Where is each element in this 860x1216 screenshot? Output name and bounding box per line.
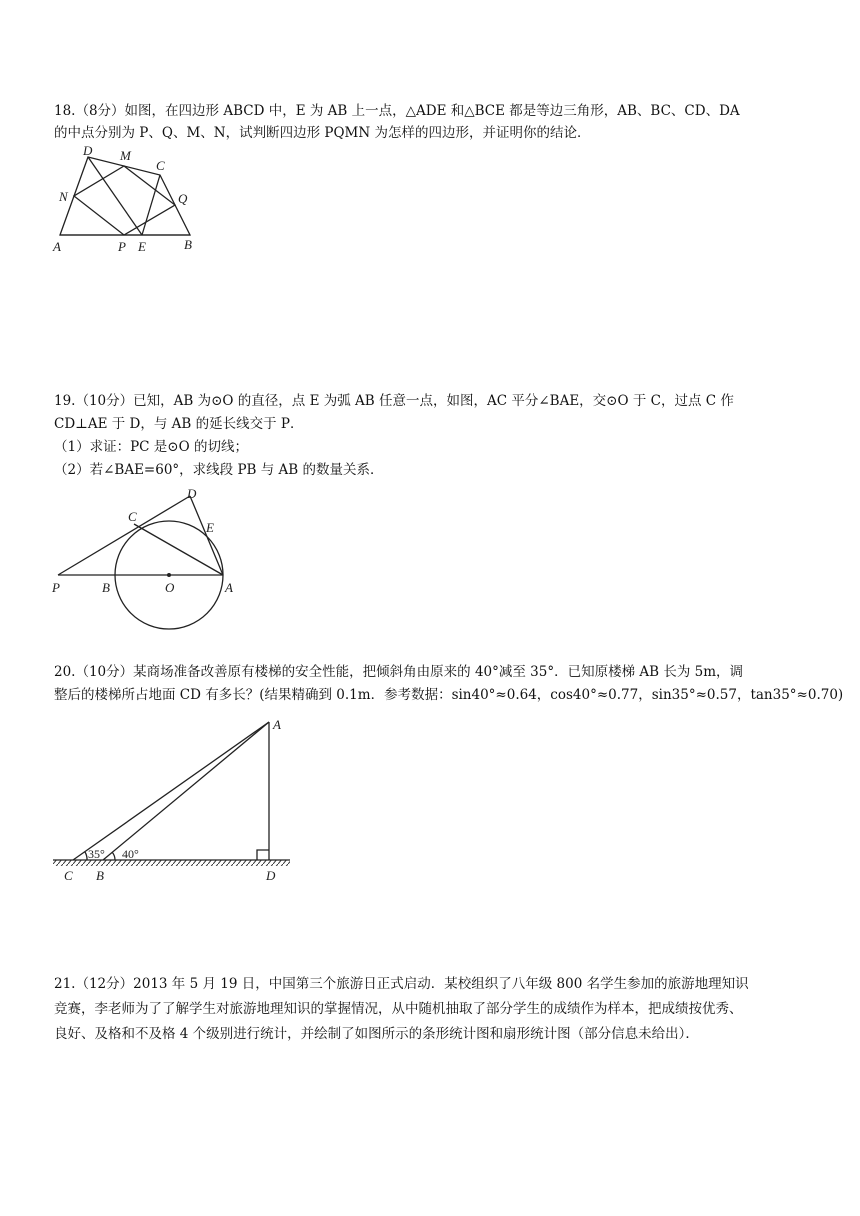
label-d: D bbox=[266, 868, 276, 883]
angle-label-40: 40° bbox=[122, 847, 139, 861]
line-da bbox=[190, 496, 223, 575]
q21-text-line2: 竞赛，李老师为了了解学生对旅游地理知识的掌握情况，从中随机抽取了部分学生的成绩作为样本，把成绩按优秀、 bbox=[54, 1001, 743, 1017]
segment-ce bbox=[142, 175, 160, 235]
angle-label-35: 35° bbox=[88, 847, 105, 861]
label-m: M bbox=[120, 148, 131, 163]
label-d: D bbox=[187, 486, 197, 501]
q19-circle-figure bbox=[48, 484, 248, 634]
label-q: Q bbox=[178, 191, 188, 206]
q19-text-line3: （1）求证：PC 是⊙O 的切线； bbox=[54, 439, 248, 455]
q18-text-line1: 18.（8分）如图，在四边形 ABCD 中，E 为 AB 上一点，△ADE 和△BCE 都是等边三角形，AB、BC、CD、DA bbox=[54, 103, 740, 119]
label-a: A bbox=[273, 717, 281, 732]
label-c: C bbox=[64, 868, 73, 883]
angle-arc-40 bbox=[112, 852, 115, 860]
label-b: B bbox=[184, 237, 192, 252]
q21-text-line1: 21.（12分）2013 年 5 月 19 日，中国第三个旅游日正式启动．某校组织了八年级 800 名学生参加的旅游地理知识 bbox=[54, 976, 749, 992]
label-p: P bbox=[52, 580, 60, 595]
label-e: E bbox=[138, 239, 146, 254]
q21-text-line3: 良好、及格和不及格 4 个级别进行统计，并绘制了如图所示的条形统计图和扇形统计图（部分信息未给出）． bbox=[54, 1026, 699, 1042]
label-c: C bbox=[128, 509, 137, 524]
line-pd bbox=[58, 496, 190, 575]
label-e: E bbox=[206, 520, 214, 535]
q20-staircase-figure bbox=[48, 714, 298, 886]
label-c: C bbox=[156, 158, 165, 173]
q19-text-line1: 19.（10分）已知，AB 为⊙O 的直径，点 E 为弧 AB 任意一点，如图，AC 平分∠BAE，交⊙O 于 C，过点 C 作 bbox=[54, 393, 734, 409]
quadrilateral-abcd bbox=[60, 157, 190, 235]
center-dot bbox=[167, 573, 171, 577]
q18-text-line2: 的中点分别为 P、Q、M、N，试判断四边形 PQMN 为怎样的四边形，并证明你的结论． bbox=[54, 125, 591, 141]
label-a: A bbox=[53, 239, 61, 254]
right-angle-mark bbox=[257, 850, 269, 860]
q20-text-line2: 整后的楼梯所占地面 CD 有多长？(结果精确到 0.1m．参考数据：sin40°≈0.64，cos40°≈0.77，sin35°≈0.57，tan35°≈0.70) bbox=[54, 687, 844, 703]
q18-quadrilateral-figure bbox=[50, 145, 210, 257]
label-b: B bbox=[102, 580, 110, 595]
label-n: N bbox=[59, 189, 68, 204]
segment-ab bbox=[103, 722, 269, 860]
label-p: P bbox=[118, 239, 126, 254]
label-a: A bbox=[225, 580, 233, 595]
angle-arc-35 bbox=[85, 852, 87, 860]
q19-text-line4: （2）若∠BAE=60°，求线段 PB 与 AB 的数量关系． bbox=[54, 462, 384, 478]
label-d: D bbox=[83, 145, 93, 158]
q19-text-line2: CD⊥AE 于 D，与 AB 的延长线交于 P． bbox=[54, 416, 304, 432]
segment-ac bbox=[73, 722, 269, 860]
label-o: O bbox=[165, 580, 175, 595]
label-b: B bbox=[96, 868, 104, 883]
q20-text-line1: 20.（10分）某商场准备改善原有楼梯的安全性能，把倾斜角由原来的 40°减至 35°．已知原楼梯 AB 长为 5m，调 bbox=[54, 664, 744, 680]
